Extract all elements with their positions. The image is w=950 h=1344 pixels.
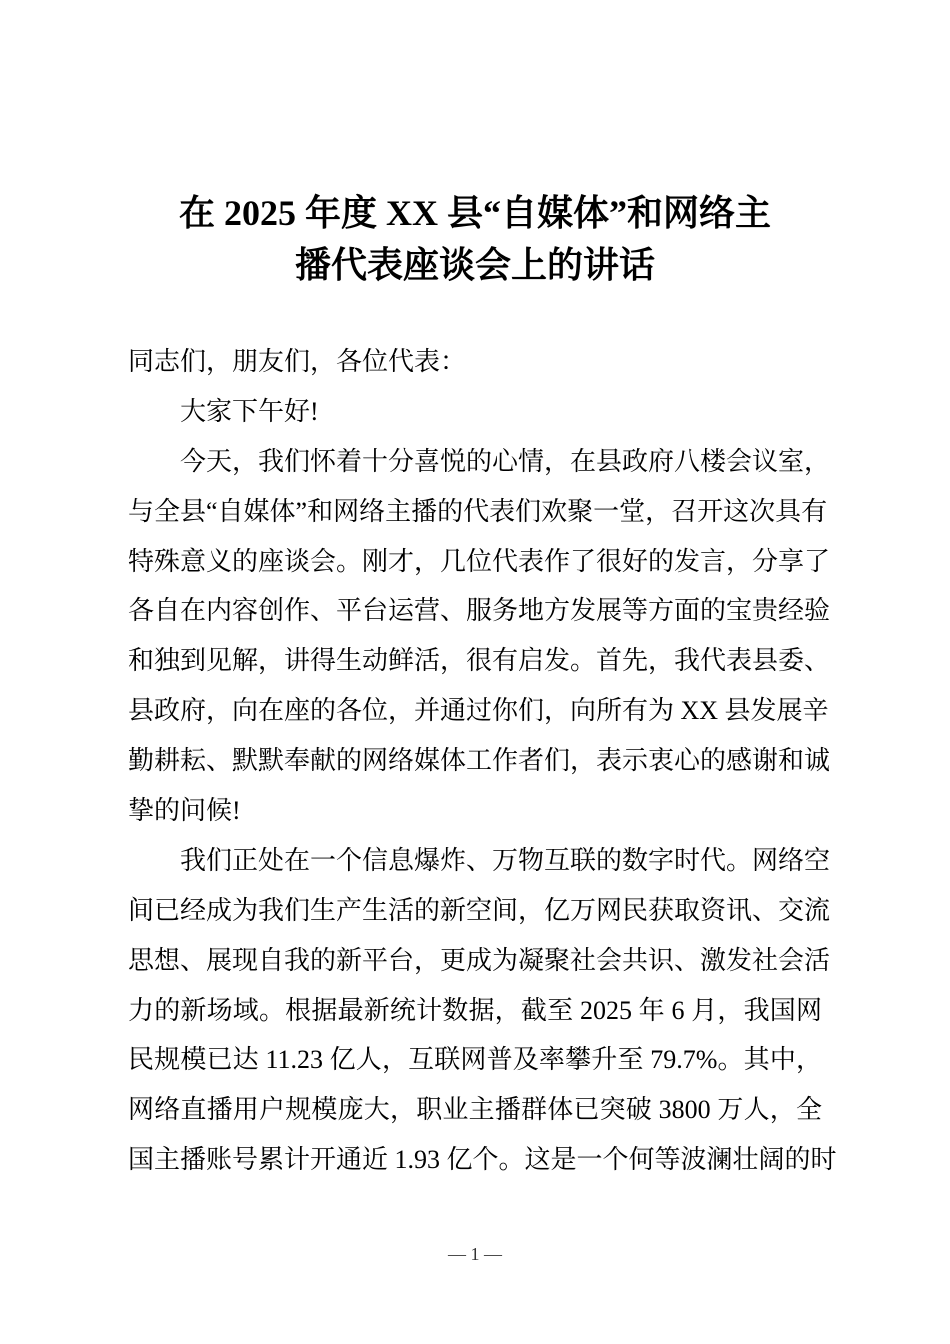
paragraph-3-line: 网络直播用户规模庞大，职业主播群体已突破 3800 万人，全	[128, 1095, 822, 1125]
paragraph-3-line: 思想、展现自我的新平台，更成为凝聚社会共识、激发社会活	[128, 945, 831, 975]
paragraph-2-line: 勤耕耘、默默奉献的网络媒体工作者们，表示衷心的感谢和诚	[128, 746, 831, 776]
paragraph-1-line: 大家下午好!	[180, 396, 319, 426]
paragraph-3-line: 我们正处在一个信息爆炸、万物互联的数字时代。网络空	[180, 845, 831, 875]
paragraph-2-line: 和独到见解，讲得生动鲜活，很有启发。首先，我代表县委、	[128, 646, 831, 676]
paragraph-3-line: 力的新场域。根据最新统计数据，截至 2025 年 6 月，我国网	[128, 995, 822, 1025]
document-title-line-2: 播代表座谈会上的讲话	[294, 245, 655, 285]
paragraph-2-line: 县政府，向在座的各位，并通过你们，向所有为 XX 县发展辛	[128, 696, 829, 726]
salutation: 同志们，朋友们，各位代表：	[128, 347, 467, 376]
paragraph-2-line: 各自在内容创作、平台运营、服务地方发展等方面的宝贵经验	[128, 596, 831, 626]
paragraph-3-line: 民规模已达 11.23 亿人，互联网普及率攀升至 79.7%。其中，	[128, 1045, 822, 1075]
page-number: — 1 —	[448, 1244, 502, 1264]
paragraph-3-line: 国主播账号累计开通近 1.93 亿个。这是一个何等波澜壮阔的时	[128, 1145, 837, 1175]
paragraph-2-line: 特殊意义的座谈会。刚才，几位代表作了很好的发言，分享了	[128, 546, 831, 576]
paragraph-3-line: 间已经成为我们生产生活的新空间，亿万网民获取资讯、交流	[128, 895, 831, 925]
paragraph-2-line: 挚的问候!	[128, 796, 241, 826]
document-body	[128, 337, 837, 1185]
document-title-line-1: 在 2025 年度 XX 县“自媒体”和网络主	[179, 193, 771, 233]
paragraph-2-line: 与全县“自媒体”和网络主播的代表们欢聚一堂，召开这次具有	[128, 496, 828, 526]
paragraph-2-line: 今天，我们怀着十分喜悦的心情，在县政府八楼会议室，	[180, 446, 831, 476]
